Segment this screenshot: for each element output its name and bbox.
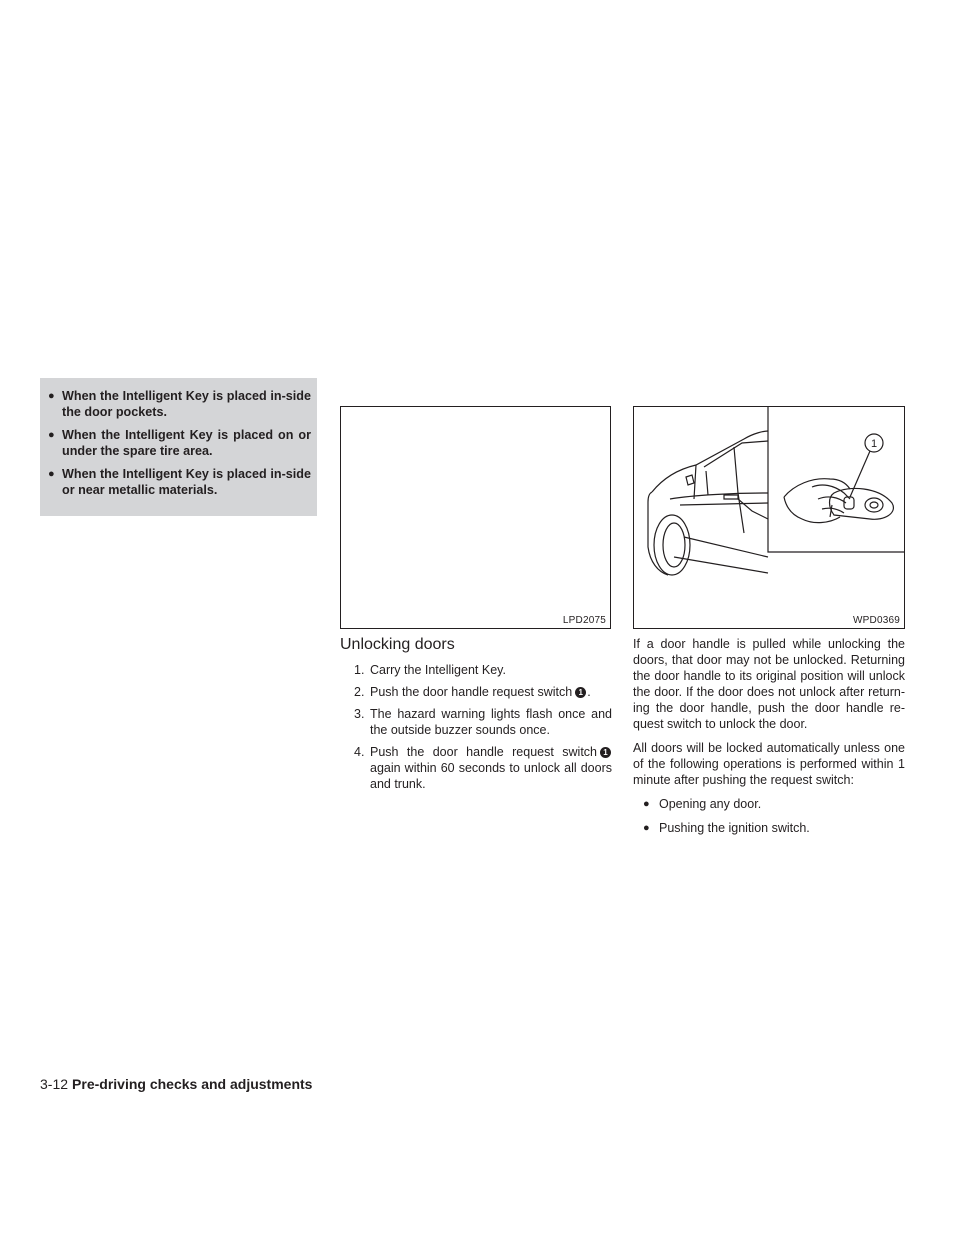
list-item: 1. Carry the Intelligent Key. <box>354 663 506 677</box>
list-item: 3. The hazard warning lights flash once and the outside buzzer sounds once. <box>354 707 612 737</box>
car-door-illustration <box>634 407 904 628</box>
callout-marker-icon: 1 <box>575 687 586 698</box>
bullet-icon: ● <box>48 468 55 480</box>
caution-item: ● When the Intelligent Key is placed in-side or near metallic materials. <box>48 467 311 497</box>
paragraph: If a door handle is pulled while unlocking the doors, that door may not be unlocked. Returning the door handle to its original position will unlock the door. If the door does not unlock after return-ing the door handle, push the door handle re-quest switch to unlock the door. <box>633 637 905 731</box>
caution-item: ● When the Intelligent Key is placed in-side the door pockets. <box>48 389 311 419</box>
paragraph: All doors will be locked automatically unless one of the following operations is performed within 1 minute after pushing the request switch: <box>633 741 905 787</box>
list-item: ● Opening any door. <box>643 797 762 811</box>
callout-1-label: 1 <box>870 438 878 450</box>
figure-code: WPD0369 <box>853 615 900 626</box>
list-item: 4. Push the door handle request switch 1 again within 60 seconds to unlock all doors and trunk. <box>354 745 612 791</box>
bullet-icon: ● <box>48 429 55 441</box>
list-item: 2. Push the door handle request switch 1 . <box>354 685 591 699</box>
list-item: ● Pushing the ignition switch. <box>643 821 810 835</box>
right-column-text <box>633 636 905 844</box>
caution-box <box>40 378 317 516</box>
page-number: 3-12 <box>40 1076 69 1092</box>
bullet-icon: ● <box>643 822 650 834</box>
steps-list <box>354 662 612 798</box>
figure-code: LPD2075 <box>562 615 606 626</box>
callout-marker-icon: 1 <box>600 747 611 758</box>
bullet-icon: ● <box>643 798 650 810</box>
page-footer <box>40 1076 312 1092</box>
figure-blank <box>340 406 611 629</box>
footer-section-title: Pre-driving checks and adjustments <box>72 1076 313 1092</box>
caution-item: ● When the Intelligent Key is placed on or under the spare tire area. <box>48 428 311 458</box>
bullet-icon: ● <box>48 390 55 402</box>
section-heading: Unlocking doors <box>340 636 455 653</box>
figure-door-handle <box>633 406 905 629</box>
